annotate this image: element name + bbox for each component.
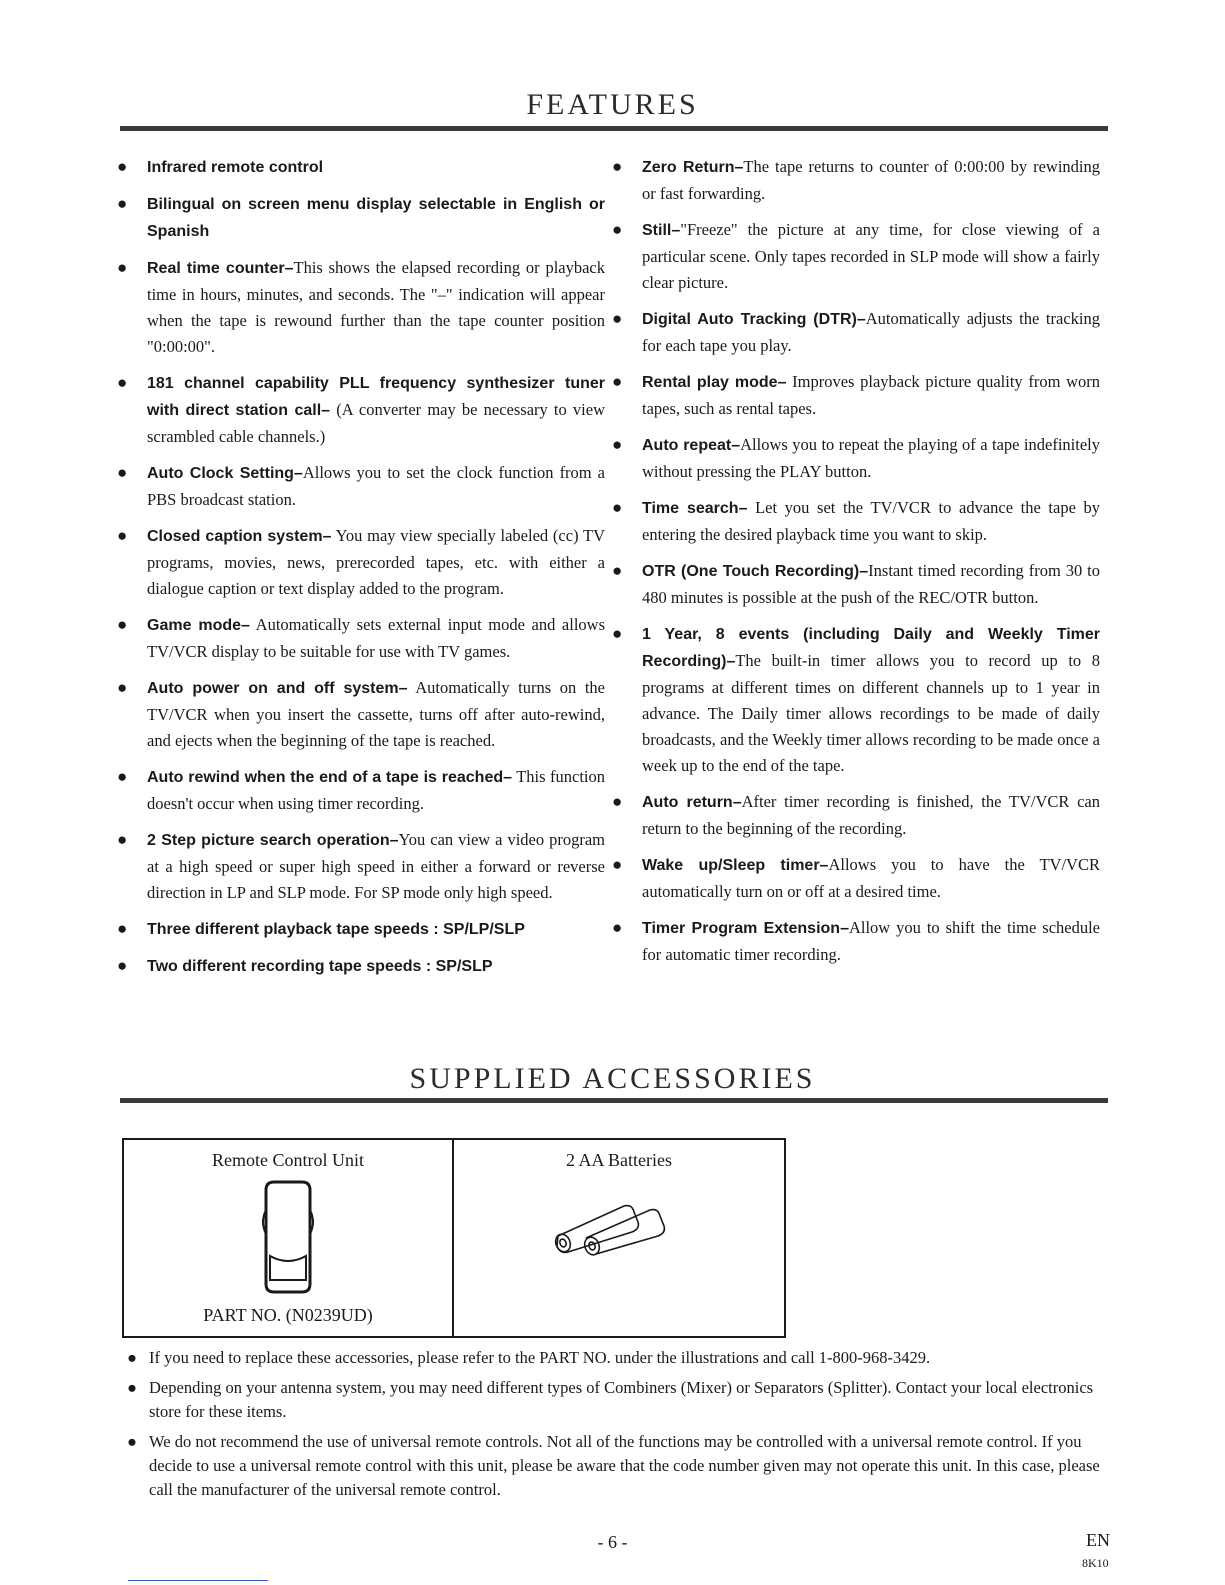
feature-description: Let you set the TV/VCR to advance the tape by entering the desired playback time you want to skip. xyxy=(642,498,1100,544)
bullet-icon: ● xyxy=(117,767,128,786)
feature-item xyxy=(115,827,605,906)
feature-text xyxy=(147,523,605,602)
feature-item xyxy=(115,953,605,980)
feature-name: Auto rewind when the end of a tape is reached– xyxy=(147,769,513,786)
feature-name: Auto Clock Setting– xyxy=(147,465,303,482)
feature-item xyxy=(610,915,1100,968)
accessories-divider xyxy=(120,1098,1108,1103)
feature-item xyxy=(610,432,1100,485)
note-text: If you need to replace these accessories, please refer to the PART NO. under the illustrations and call 1-800-968-3429. xyxy=(149,1348,931,1367)
feature-text xyxy=(147,154,605,181)
batteries-label: 2 AA Batteries xyxy=(566,1150,672,1170)
feature-name: Real time counter– xyxy=(147,260,294,277)
bullet-icon: ● xyxy=(117,919,128,938)
feature-text xyxy=(147,916,605,943)
feature-item xyxy=(610,621,1100,779)
feature-item xyxy=(610,306,1100,359)
feature-name: Game mode– xyxy=(147,617,250,634)
note-text: Depending on your antenna system, you may need different types of Combiners (Mixer) or Separators (Splitter). Contact your local electronics store for these items. xyxy=(149,1378,1094,1421)
bullet-icon: ● xyxy=(117,830,128,849)
feature-item xyxy=(115,255,605,360)
feature-name: 1 Year, 8 events (including Daily and Weekly Timer Recording)– xyxy=(642,626,1100,670)
remote-control-icon xyxy=(256,1180,320,1296)
feature-name: Time search– xyxy=(642,500,748,517)
feature-item xyxy=(115,916,605,943)
feature-name: Two different recording tape speeds : SP/SLP xyxy=(147,958,493,975)
feature-name: Zero Return– xyxy=(642,159,744,176)
note-item xyxy=(125,1430,1110,1502)
feature-text xyxy=(642,915,1100,968)
feature-description: Automatically sets external input mode and allows TV/VCR display to be suitable for use with TV games. xyxy=(147,615,606,661)
feature-description: You may view specially labeled (cc) TV programs, movies, news, prerecorded tapes, etc. with either a dialogue caption or text display added to the program. xyxy=(147,526,606,598)
feature-description: After timer recording is finished, the TV/VCR can return to the beginning of the recording. xyxy=(642,792,1101,838)
feature-name: 2 Step picture search operation– xyxy=(147,832,399,849)
feature-name: Infrared remote control xyxy=(147,159,324,176)
features-left-column xyxy=(115,154,605,990)
feature-text xyxy=(147,953,605,980)
bullet-icon: ● xyxy=(612,918,623,937)
feature-text xyxy=(147,191,605,245)
feature-description: Allows you to repeat the playing of a tape indefinitely without pressing the PLAY button. xyxy=(642,435,1100,481)
language-code: EN xyxy=(1086,1530,1110,1550)
feature-description: Automatically adjusts the tracking for each tape you play. xyxy=(642,309,1100,355)
feature-name: Auto power on and off system– xyxy=(147,680,408,697)
feature-item xyxy=(610,369,1100,422)
feature-text xyxy=(642,852,1100,905)
feature-item xyxy=(115,523,605,602)
bullet-icon: ● xyxy=(127,1432,137,1451)
feature-description: The built-in timer allows you to record up to 8 programs at different times on different channels up to 1 year in advance. The Daily timer allows recordings to be made of daily broadcasts, and the Weekly timer allows recording to be made once a week up to the end of the tape. xyxy=(642,651,1100,775)
feature-description: Improves playback picture quality from worn tapes, such as rental tapes. xyxy=(642,372,1100,418)
bullet-icon: ● xyxy=(612,855,623,874)
batteries-cell xyxy=(454,1140,784,1336)
feature-text xyxy=(147,255,605,360)
feature-text xyxy=(147,612,605,665)
bullet-icon: ● xyxy=(612,435,623,454)
bullet-icon: ● xyxy=(117,956,128,975)
feature-text xyxy=(642,432,1100,485)
feature-text xyxy=(642,306,1100,359)
bullet-icon: ● xyxy=(117,157,128,176)
feature-name: Auto return– xyxy=(642,794,742,811)
feature-description: (A converter may be necessary to view scrambled cable channels.) xyxy=(147,400,605,446)
feature-item xyxy=(610,217,1100,296)
bullet-icon: ● xyxy=(117,373,128,392)
page-number: - 6 - xyxy=(597,1532,628,1552)
feature-item xyxy=(115,370,605,450)
bullet-icon: ● xyxy=(612,309,623,328)
accessories-heading: SUPPLIED ACCESSORIES xyxy=(409,1062,816,1095)
feature-description: You can view a video program at a high speed or super high speed in either a forward or reverse direction in LP and SLP mode. For SP mode only high speed. xyxy=(147,830,605,902)
bullet-icon: ● xyxy=(612,561,623,580)
bullet-icon: ● xyxy=(117,615,128,634)
bullet-icon: ● xyxy=(612,792,623,811)
bullet-icon: ● xyxy=(612,498,623,517)
feature-item xyxy=(610,789,1100,842)
feature-description: Automatically turns on the TV/VCR when you insert the cassette, turns off after auto-rewind, and ejects when the beginning of the tape is reached. xyxy=(147,678,605,750)
feature-description: Instant timed recording from 30 to 480 minutes is possible at the push of the REC/OTR button. xyxy=(642,561,1101,607)
feature-name: Closed caption system– xyxy=(147,528,332,545)
feature-description: This function doesn't occur when using timer recording. xyxy=(147,767,605,813)
bullet-icon: ● xyxy=(612,372,623,391)
remote-control-label: Remote Control Unit xyxy=(212,1150,364,1170)
bullet-icon: ● xyxy=(127,1348,137,1367)
bullet-icon: ● xyxy=(117,258,128,277)
bullet-icon: ● xyxy=(612,157,623,176)
feature-description: The tape returns to counter of 0:00:00 by rewinding or fast forwarding. xyxy=(642,157,1100,203)
feature-name: Rental play mode– xyxy=(642,374,787,391)
document-code: 8K10 xyxy=(1082,1556,1109,1570)
bullet-icon: ● xyxy=(117,678,128,697)
note-text: We do not recommend the use of universal remote controls. Not all of the functions may be controlled with a universal remote control. If you decide to use a universal remote control with this unit, please be aware that the code number given may not operate this unit. In this case, please call the manufacturer of the universal remote control. xyxy=(149,1432,1100,1499)
note-item xyxy=(125,1346,1110,1370)
accessories-notes xyxy=(125,1346,1110,1508)
bottom-link-line xyxy=(128,1580,268,1581)
bullet-icon: ● xyxy=(117,194,128,213)
bullet-icon: ● xyxy=(117,526,128,545)
accessories-table xyxy=(122,1138,786,1338)
bullet-icon: ● xyxy=(612,624,623,643)
feature-name: Wake up/Sleep timer– xyxy=(642,857,829,874)
feature-text xyxy=(147,764,605,817)
note-item xyxy=(125,1376,1110,1424)
bullet-icon: ● xyxy=(117,463,128,482)
features-divider xyxy=(120,126,1108,131)
feature-text xyxy=(147,370,605,450)
feature-name: Still– xyxy=(642,222,681,239)
feature-name: Timer Program Extension– xyxy=(642,920,849,937)
feature-name: Auto repeat– xyxy=(642,437,741,454)
feature-description: This shows the elapsed recording or playback time in hours, minutes, and seconds. The "–" indication will appear when the tape is rewound further than the tape counter position "0:00:00". xyxy=(147,258,606,356)
features-right-column xyxy=(610,154,1100,978)
feature-text xyxy=(642,154,1100,207)
feature-item xyxy=(115,191,605,245)
feature-text xyxy=(147,460,605,513)
feature-text xyxy=(642,369,1100,422)
feature-item xyxy=(610,495,1100,548)
feature-item xyxy=(115,675,605,754)
feature-name: Bilingual on screen menu display selectable in English or Spanish xyxy=(147,196,605,240)
feature-item xyxy=(115,764,605,817)
feature-item xyxy=(115,154,605,181)
feature-name: 181 channel capability PLL frequency synthesizer tuner with direct station call– xyxy=(147,375,605,419)
bullet-icon: ● xyxy=(127,1378,137,1397)
feature-text xyxy=(642,217,1100,296)
feature-description: Allow you to shift the time schedule for automatic timer recording. xyxy=(642,918,1100,964)
feature-description: Allows you to have the TV/VCR automatically turn on or off at a desired time. xyxy=(642,855,1100,901)
feature-item xyxy=(115,460,605,513)
feature-text xyxy=(147,827,605,906)
feature-name: Three different playback tape speeds : SP/LP/SLP xyxy=(147,921,525,938)
batteries-icon xyxy=(546,1196,676,1256)
feature-description: "Freeze" the picture at any time, for close viewing of a particular scene. Only tapes recorded in SLP mode will show a fairly clear picture. xyxy=(642,220,1100,292)
feature-text xyxy=(642,789,1100,842)
feature-text xyxy=(147,675,605,754)
feature-text xyxy=(642,495,1100,548)
feature-item xyxy=(115,612,605,665)
feature-description: Allows you to set the clock function from a PBS broadcast station. xyxy=(147,463,606,509)
feature-text xyxy=(642,558,1100,611)
feature-item xyxy=(610,154,1100,207)
bullet-icon: ● xyxy=(612,220,623,239)
feature-item xyxy=(610,558,1100,611)
feature-name: Digital Auto Tracking (DTR)– xyxy=(642,311,866,328)
feature-name: OTR (One Touch Recording)– xyxy=(642,563,869,580)
feature-text xyxy=(642,621,1100,779)
features-heading: FEATURES xyxy=(526,88,699,121)
feature-item xyxy=(610,852,1100,905)
remote-control-cell xyxy=(124,1140,454,1336)
remote-control-part-number: PART NO. (N0239UD) xyxy=(203,1305,373,1325)
